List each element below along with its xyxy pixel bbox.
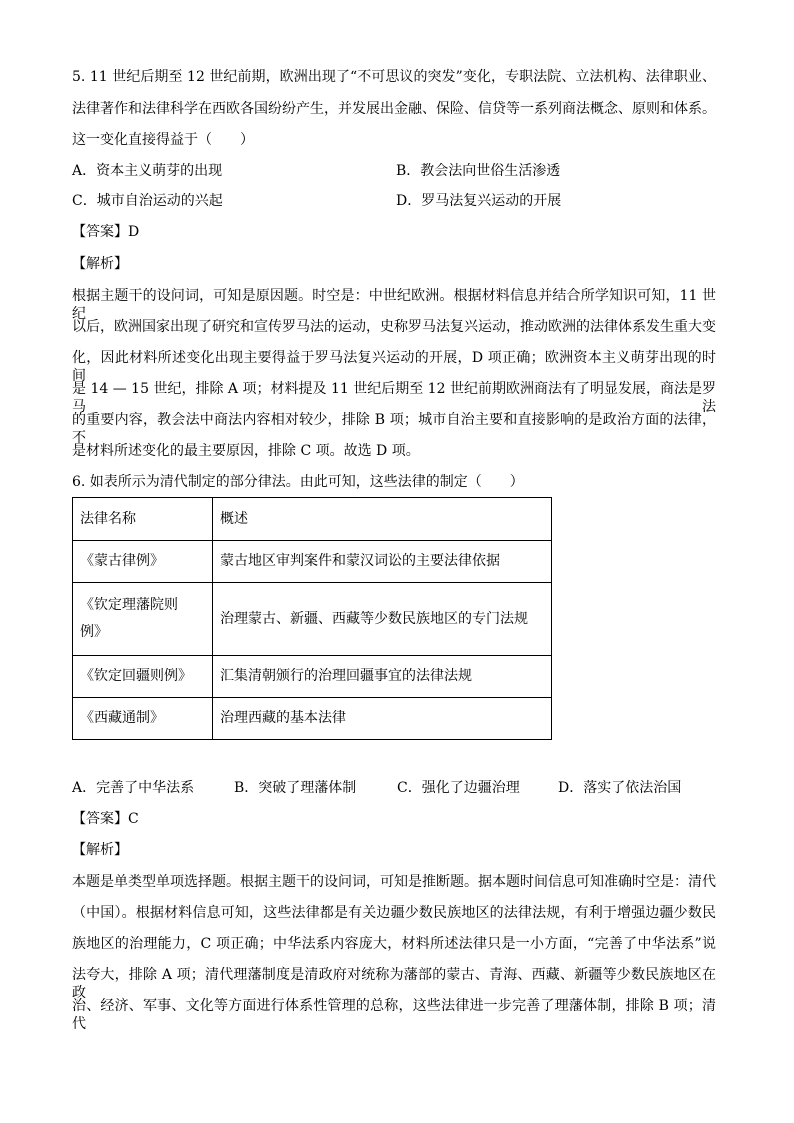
q5-option-d: D．罗马法复兴运动的开展 [396,193,562,209]
q5-analysis-line-3: 化，因此材料所述变化出现主要得益于罗马法复兴运动的开展，D 项正确；欧洲资本主义萌芽出现的时间 [72,350,716,384]
table-header-law-name: 法律名称 [73,498,213,541]
q5-stem-line-3: 这一变化直接得益于（ ） [72,132,254,148]
q6-analysis-line-2: （中国）。根据材料信息可知，这些法律都是有关边疆少数民族地区的法律法规，有利于增强边疆少数民 [72,905,716,921]
q5-analysis-line-2: 以后，欧洲国家出现了研究和宣传罗马法的运动，史称罗马法复兴运动，推动欧洲的法律体系发生重大变 [72,319,716,335]
table-row [73,698,552,740]
table-cell-summary: 蒙古地区审判案件和蒙汉词讼的主要法律依据 [213,541,552,583]
q6-option-d: D．落实了依法治国 [558,780,682,796]
q5-analysis-line-4: 是 14 — 15 世纪，排除 A 项；材料提及 11 世纪后期至 12 世纪前期欧洲商法有了明显发展，商法是罗马法 [72,381,716,415]
table-header-summary: 概述 [213,498,552,541]
q6-answer: 【答案】C [72,811,139,827]
q5-option-a: A．资本主义萌芽的出现 [72,163,223,179]
q5-option-b: B．教会法向世俗生活渗透 [396,163,561,179]
law-table [72,497,552,740]
q5-analysis-line-1: 根据主题干的设问词，可知是原因题。时空是：中世纪欧洲。根据材料信息并结合所学知识可知，11 世纪 [72,288,716,322]
table-cell-summary: 治理西藏的基本法律 [213,698,552,740]
table-cell-law-name [73,583,213,656]
q6-analysis-label: 【解析】 [72,842,128,858]
table-row [73,583,552,656]
q6-analysis-line-3: 族地区的治理能力，C 项正确；中华法系内容庞大，材料所述法律只是一小方面，“完善了中华法系”说 [72,936,716,952]
table-row [73,541,552,583]
table-cell-law-name: 《钦定回疆则例》 [73,656,213,698]
q5-analysis-label: 【解析】 [72,256,128,272]
table-cell-summary: 汇集清朝颁行的治理回疆事宜的法律法规 [213,656,552,698]
table-row [73,656,552,698]
q6-analysis-line-4: 法夸大，排除 A 项；清代理藩制度是清政府对统称为藩部的蒙古、青海、西藏、新疆等少数民族地区在政 [72,967,716,1001]
q6-option-a: A．完善了中华法系 [72,780,195,796]
table-cell-summary: 治理蒙古、新疆、西藏等少数民族地区的专门法规 [213,583,552,656]
q5-stem-line-2: 法律著作和法律科学在西欧各国纷纷产生，并发展出金融、保险、信贷等一系列商法概念、原则和体系。 [72,101,716,117]
q5-analysis-line-6: 是材料所述变化的最主要原因，排除 C 项。故选 D 项。 [72,443,420,459]
q6-option-b: B．突破了理藩体制 [234,780,357,796]
table-cell-law-name: 《蒙古律例》 [73,541,213,583]
table-header-row [73,498,552,541]
q5-analysis-line-5: 的重要内容，教会法中商法内容相对较少，排除 B 项；城市自治主要和直接影响的是政治方面的法律，不 [72,412,716,446]
q6-option-c: C．强化了边疆治理 [397,780,520,796]
q5-answer: 【答案】D [72,224,140,240]
q6-stem: 6. 如表所示为清代制定的部分律法。由此可知，这些法律的制定（ ） [72,474,524,490]
q5-stem-line-1: 5. 11 世纪后期至 12 世纪前期，欧洲出现了“不可思议的突发”变化，专职法院、立法机构、法律职业、 [72,69,716,85]
q6-analysis-line-5: 治、经济、军事、文化等方面进行体系性管理的总称，这些法律进一步完善了理藩体制，排除 B 项；清代 [72,998,716,1032]
table-cell-law-name-line-1: 《钦定理藩院则 [80,597,178,613]
table-cell-law-name: 《西藏通制》 [73,698,213,740]
q6-analysis-line-1: 本题是单类型单项选择题。根据主题干的设问词，可知是推断题。据本题时间信息可知准确时空是：清代 [72,874,716,890]
table-cell-law-name-line-2: 例》 [80,624,108,640]
q5-option-c: C．城市自治运动的兴起 [72,193,223,209]
